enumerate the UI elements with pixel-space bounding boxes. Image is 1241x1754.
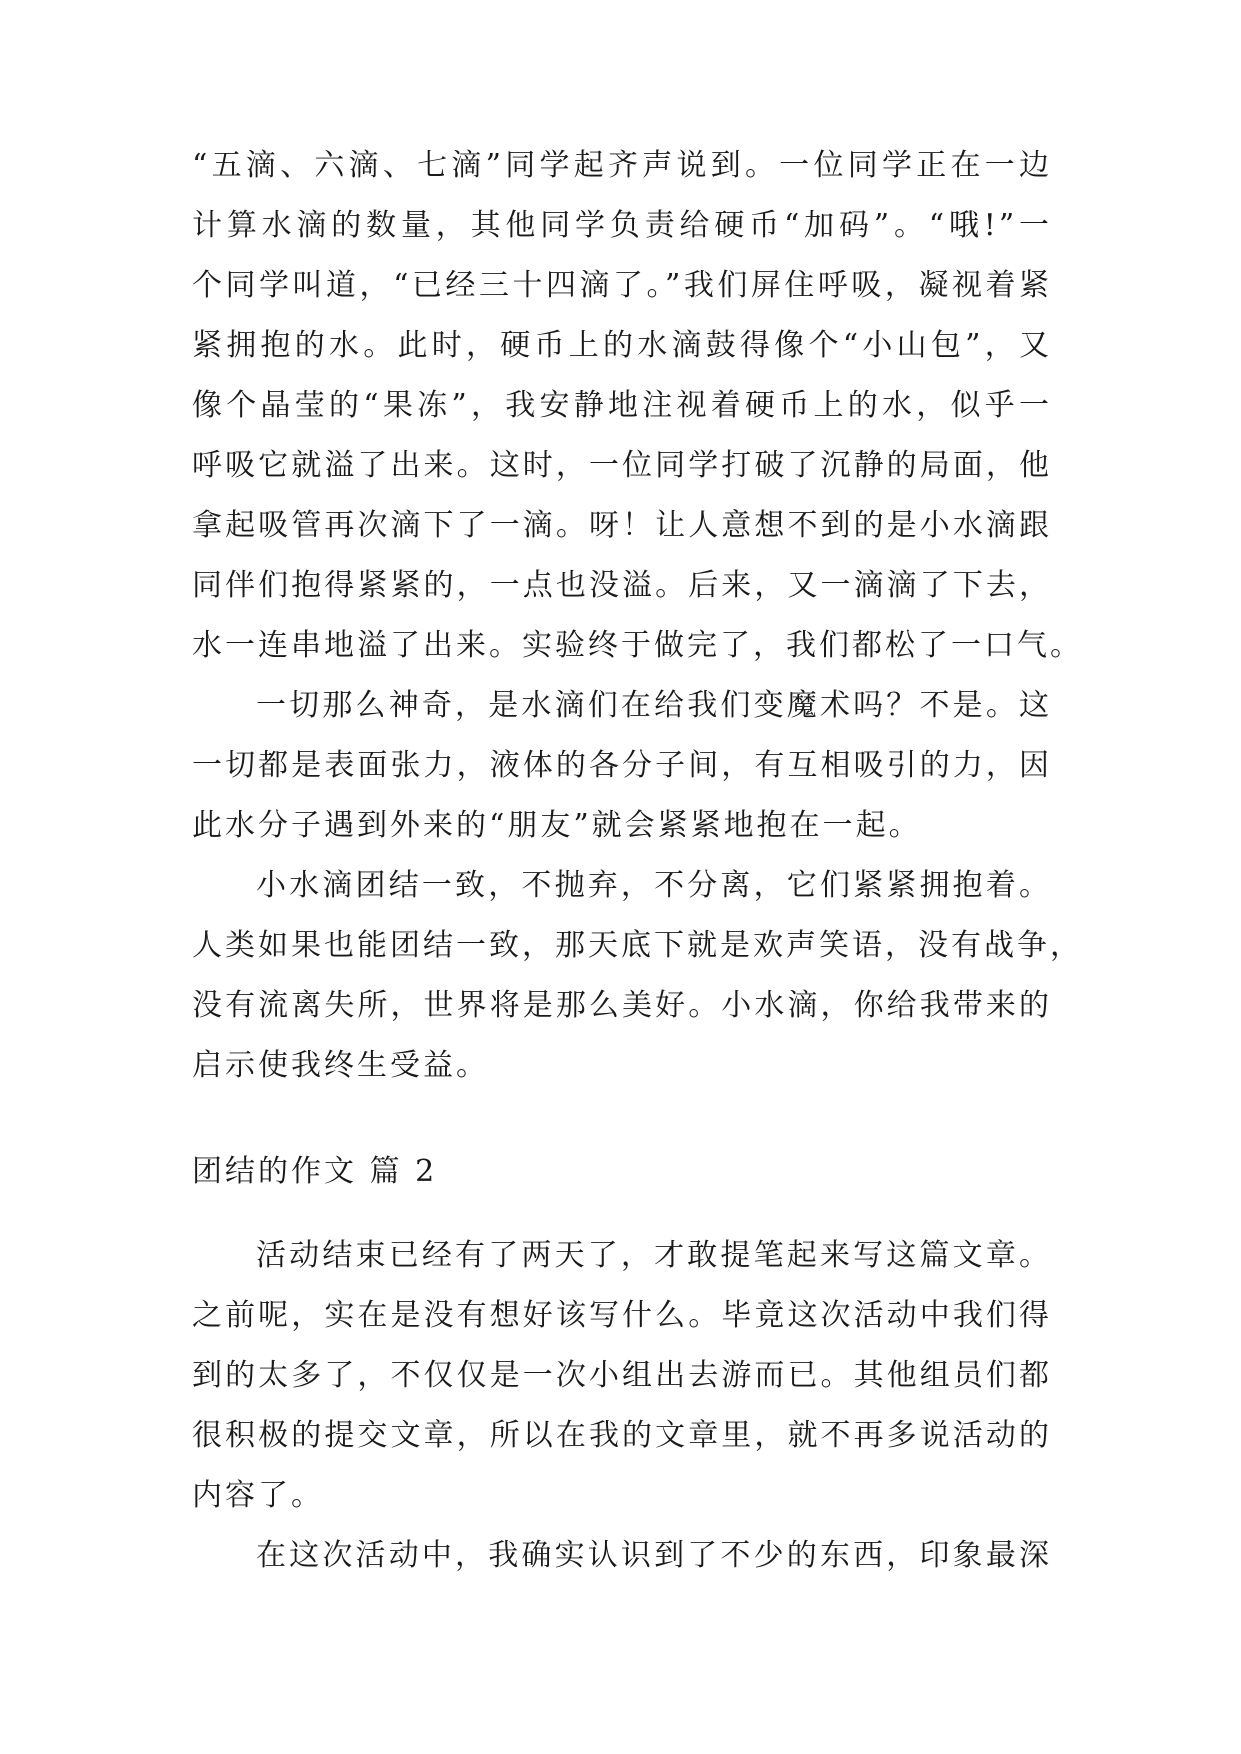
text-line: 计算水滴的数量，其他同学负责给硬币“加码”。“哦!”一 [192, 208, 1052, 243]
text-line: 没有流离失所，世界将是那么美好。小水滴，你给我带来的 [192, 988, 1052, 1023]
text-line: 内容了。 [192, 1478, 324, 1513]
text-line: 一切都是表面张力，液体的各分子间，有互相吸引的力，因 [192, 748, 1052, 783]
text-line: 一切那么神奇，是水滴们在给我们变魔术吗？不是。这 [256, 688, 1052, 723]
text-line: 呼吸它就溢了出来。这时，一位同学打破了沉静的局面，他 [192, 448, 1052, 483]
text-line: 到的太多了，不仅仅是一次小组出去游而已。其他组员们都 [192, 1358, 1052, 1393]
text-line: 小水滴团结一致，不抛弃，不分离，它们紧紧拥抱着。 [256, 868, 1052, 903]
text-line: 之前呢，实在是没有想好该写什么。毕竟这次活动中我们得 [192, 1298, 1052, 1333]
section-heading: 团结的作文 篇 2 [192, 1154, 438, 1189]
text-line: “五滴、六滴、七滴”同学起齐声说到。一位同学正在一边 [192, 148, 1052, 183]
text-line: 在这次活动中，我确实认识到了不少的东西，印象最深 [256, 1538, 1052, 1573]
text-line: 人类如果也能团结一致，那天底下就是欢声笑语，没有战争， [192, 928, 1083, 963]
text-line: 很积极的提交文章，所以在我的文章里，就不再多说活动的 [192, 1418, 1052, 1453]
text-line: 此水分子遇到外来的“朋友”就会紧紧地抱在一起。 [192, 808, 922, 843]
text-line: 个同学叫道，“已经三十四滴了。”我们屏住呼吸，凝视着紧 [192, 268, 1052, 303]
text-line: 活动结束已经有了两天了，才敢提笔起来写这篇文章。 [256, 1238, 1052, 1273]
text-line: 启示使我终生受益。 [192, 1048, 489, 1083]
text-line: 水一连串地溢了出来。实验终于做完了，我们都松了一口气。 [192, 628, 1083, 663]
text-line: 像个晶莹的“果冻”，我安静地注视着硬币上的水，似乎一 [192, 388, 1052, 423]
text-line: 同伴们抱得紧紧的，一点也没溢。后来，又一滴滴了下去， [192, 568, 1052, 603]
text-line: 紧拥抱的水。此时，硬币上的水滴鼓得像个“小山包”，又 [192, 328, 1052, 363]
essay-section-1 [192, 136, 1083, 1096]
essay-section-2 [192, 1226, 1052, 1586]
text-line: 拿起吸管再次滴下了一滴。呀！让人意想不到的是小水滴跟 [192, 508, 1052, 543]
